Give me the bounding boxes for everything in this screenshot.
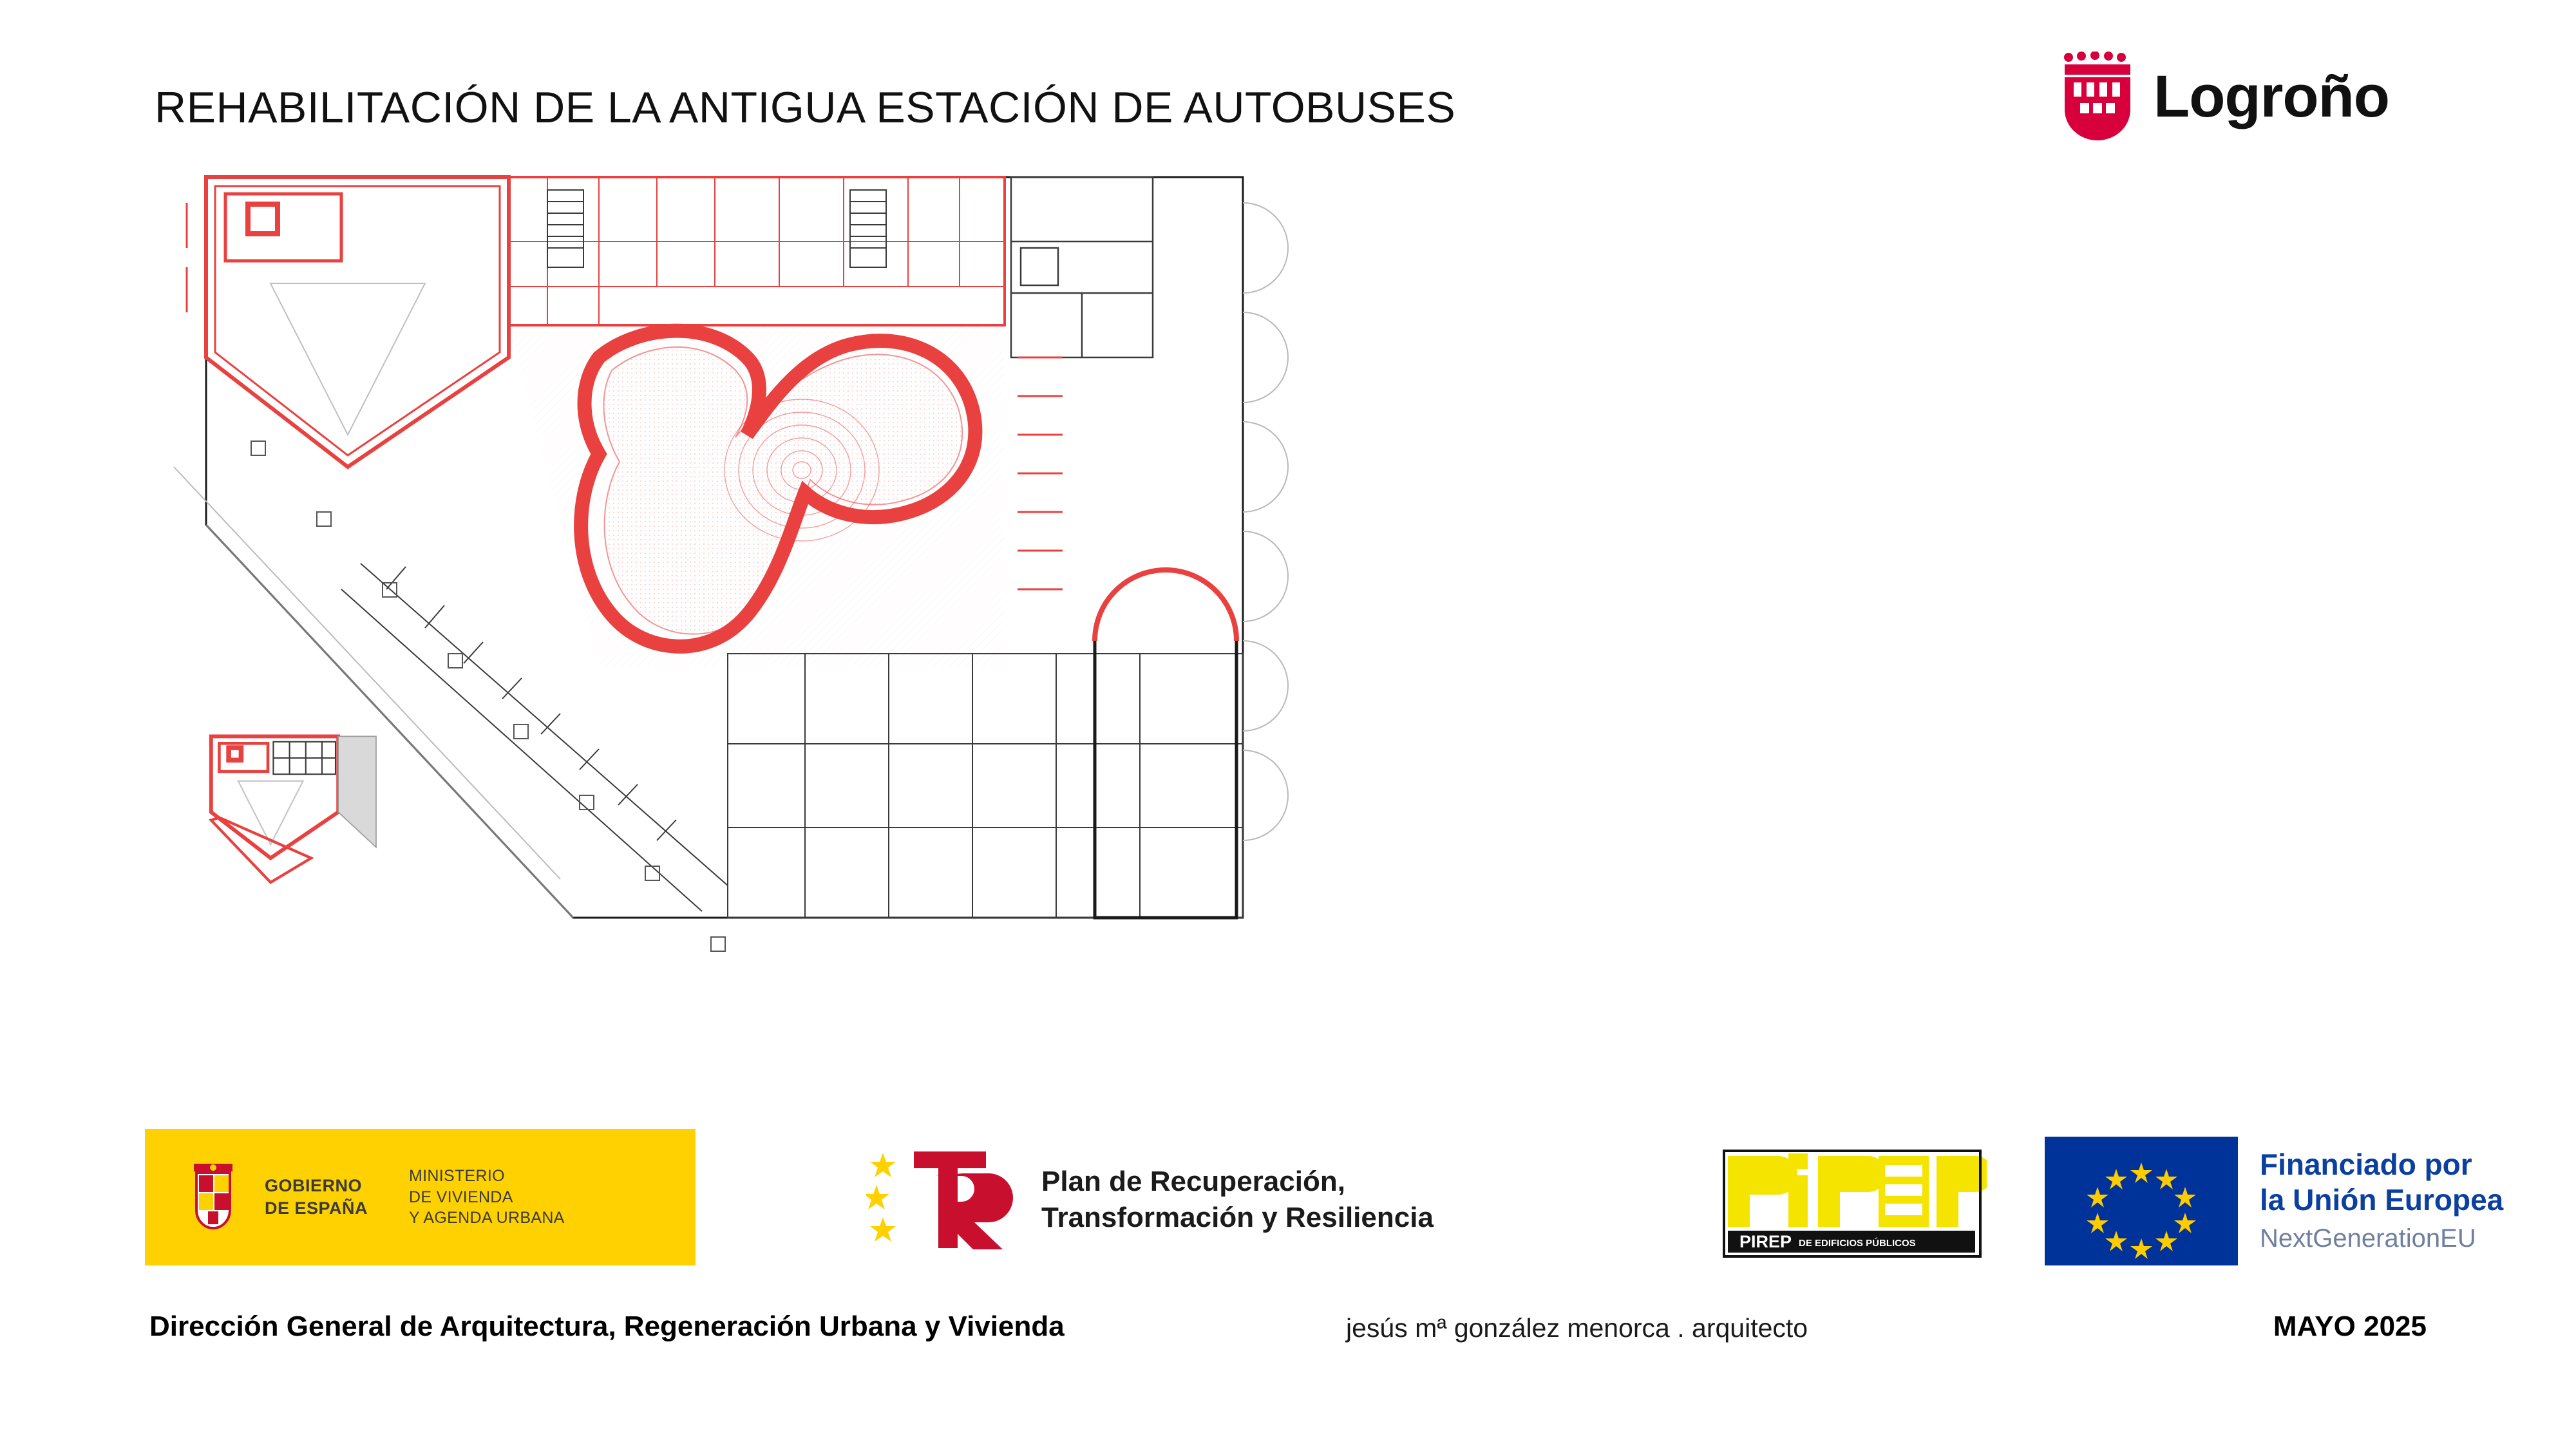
spain-coat-of-arms-icon (184, 1159, 243, 1236)
ministerio-label-line3: Y AGENDA URBANA (409, 1209, 565, 1227)
prtr-label-line2: Transformación y Resiliencia (1041, 1202, 1434, 1233)
svg-text:PIREP: PIREP (1739, 1232, 1792, 1251)
gobierno-label-line2: DE ESPAÑA (265, 1198, 368, 1218)
gobierno-label-line1: GOBIERNO (265, 1176, 363, 1196)
eu-label-line1: Financiado por (2260, 1147, 2472, 1181)
prtr-tr-monogram-icon (866, 1142, 1014, 1257)
footer-author: jesús mª gonzález menorca . arquitecto (1346, 1313, 1808, 1343)
ministerio-label-line1: MINISTERIO (409, 1167, 505, 1186)
page-title: REHABILITACIÓN DE LA ANTIGUA ESTACIÓN DE AUTOBUSES (155, 83, 1456, 132)
footer-date: MAYO 2025 (2273, 1311, 2427, 1342)
svg-text:DE EDIFICIOS PÚBLICOS: DE EDIFICIOS PÚBLICOS (1799, 1238, 1916, 1249)
pirep-logo (1716, 1137, 1987, 1265)
plan-recuperacion-logo (866, 1135, 1703, 1264)
floor-plan-drawing (148, 164, 1436, 1111)
footer-department: Dirección General de Arquitectura, Regeneración Urbana y Vivienda (149, 1311, 1065, 1342)
eu-label-line2: la Unión Europea (2260, 1183, 2504, 1217)
eu-flag-icon (2045, 1137, 2238, 1265)
funding-logos-strip (145, 1124, 2504, 1285)
crown-shield-icon (2060, 52, 2136, 142)
logrono-wordmark: Logroño (2154, 64, 2389, 129)
gobierno-de-espana-logo (145, 1129, 696, 1265)
prtr-label-line1: Plan de Recuperación, (1041, 1165, 1345, 1197)
ministerio-label-line2: DE VIVIENDA (409, 1188, 513, 1206)
pirep-logo-icon (1716, 1137, 1987, 1265)
eu-label-sub: NextGenerationEU (2260, 1224, 2476, 1253)
floor-plan-icon (148, 164, 1436, 1111)
logrono-logo (2060, 52, 2389, 142)
eu-funding-logo (2045, 1137, 2576, 1265)
footer (0, 1311, 2576, 1368)
